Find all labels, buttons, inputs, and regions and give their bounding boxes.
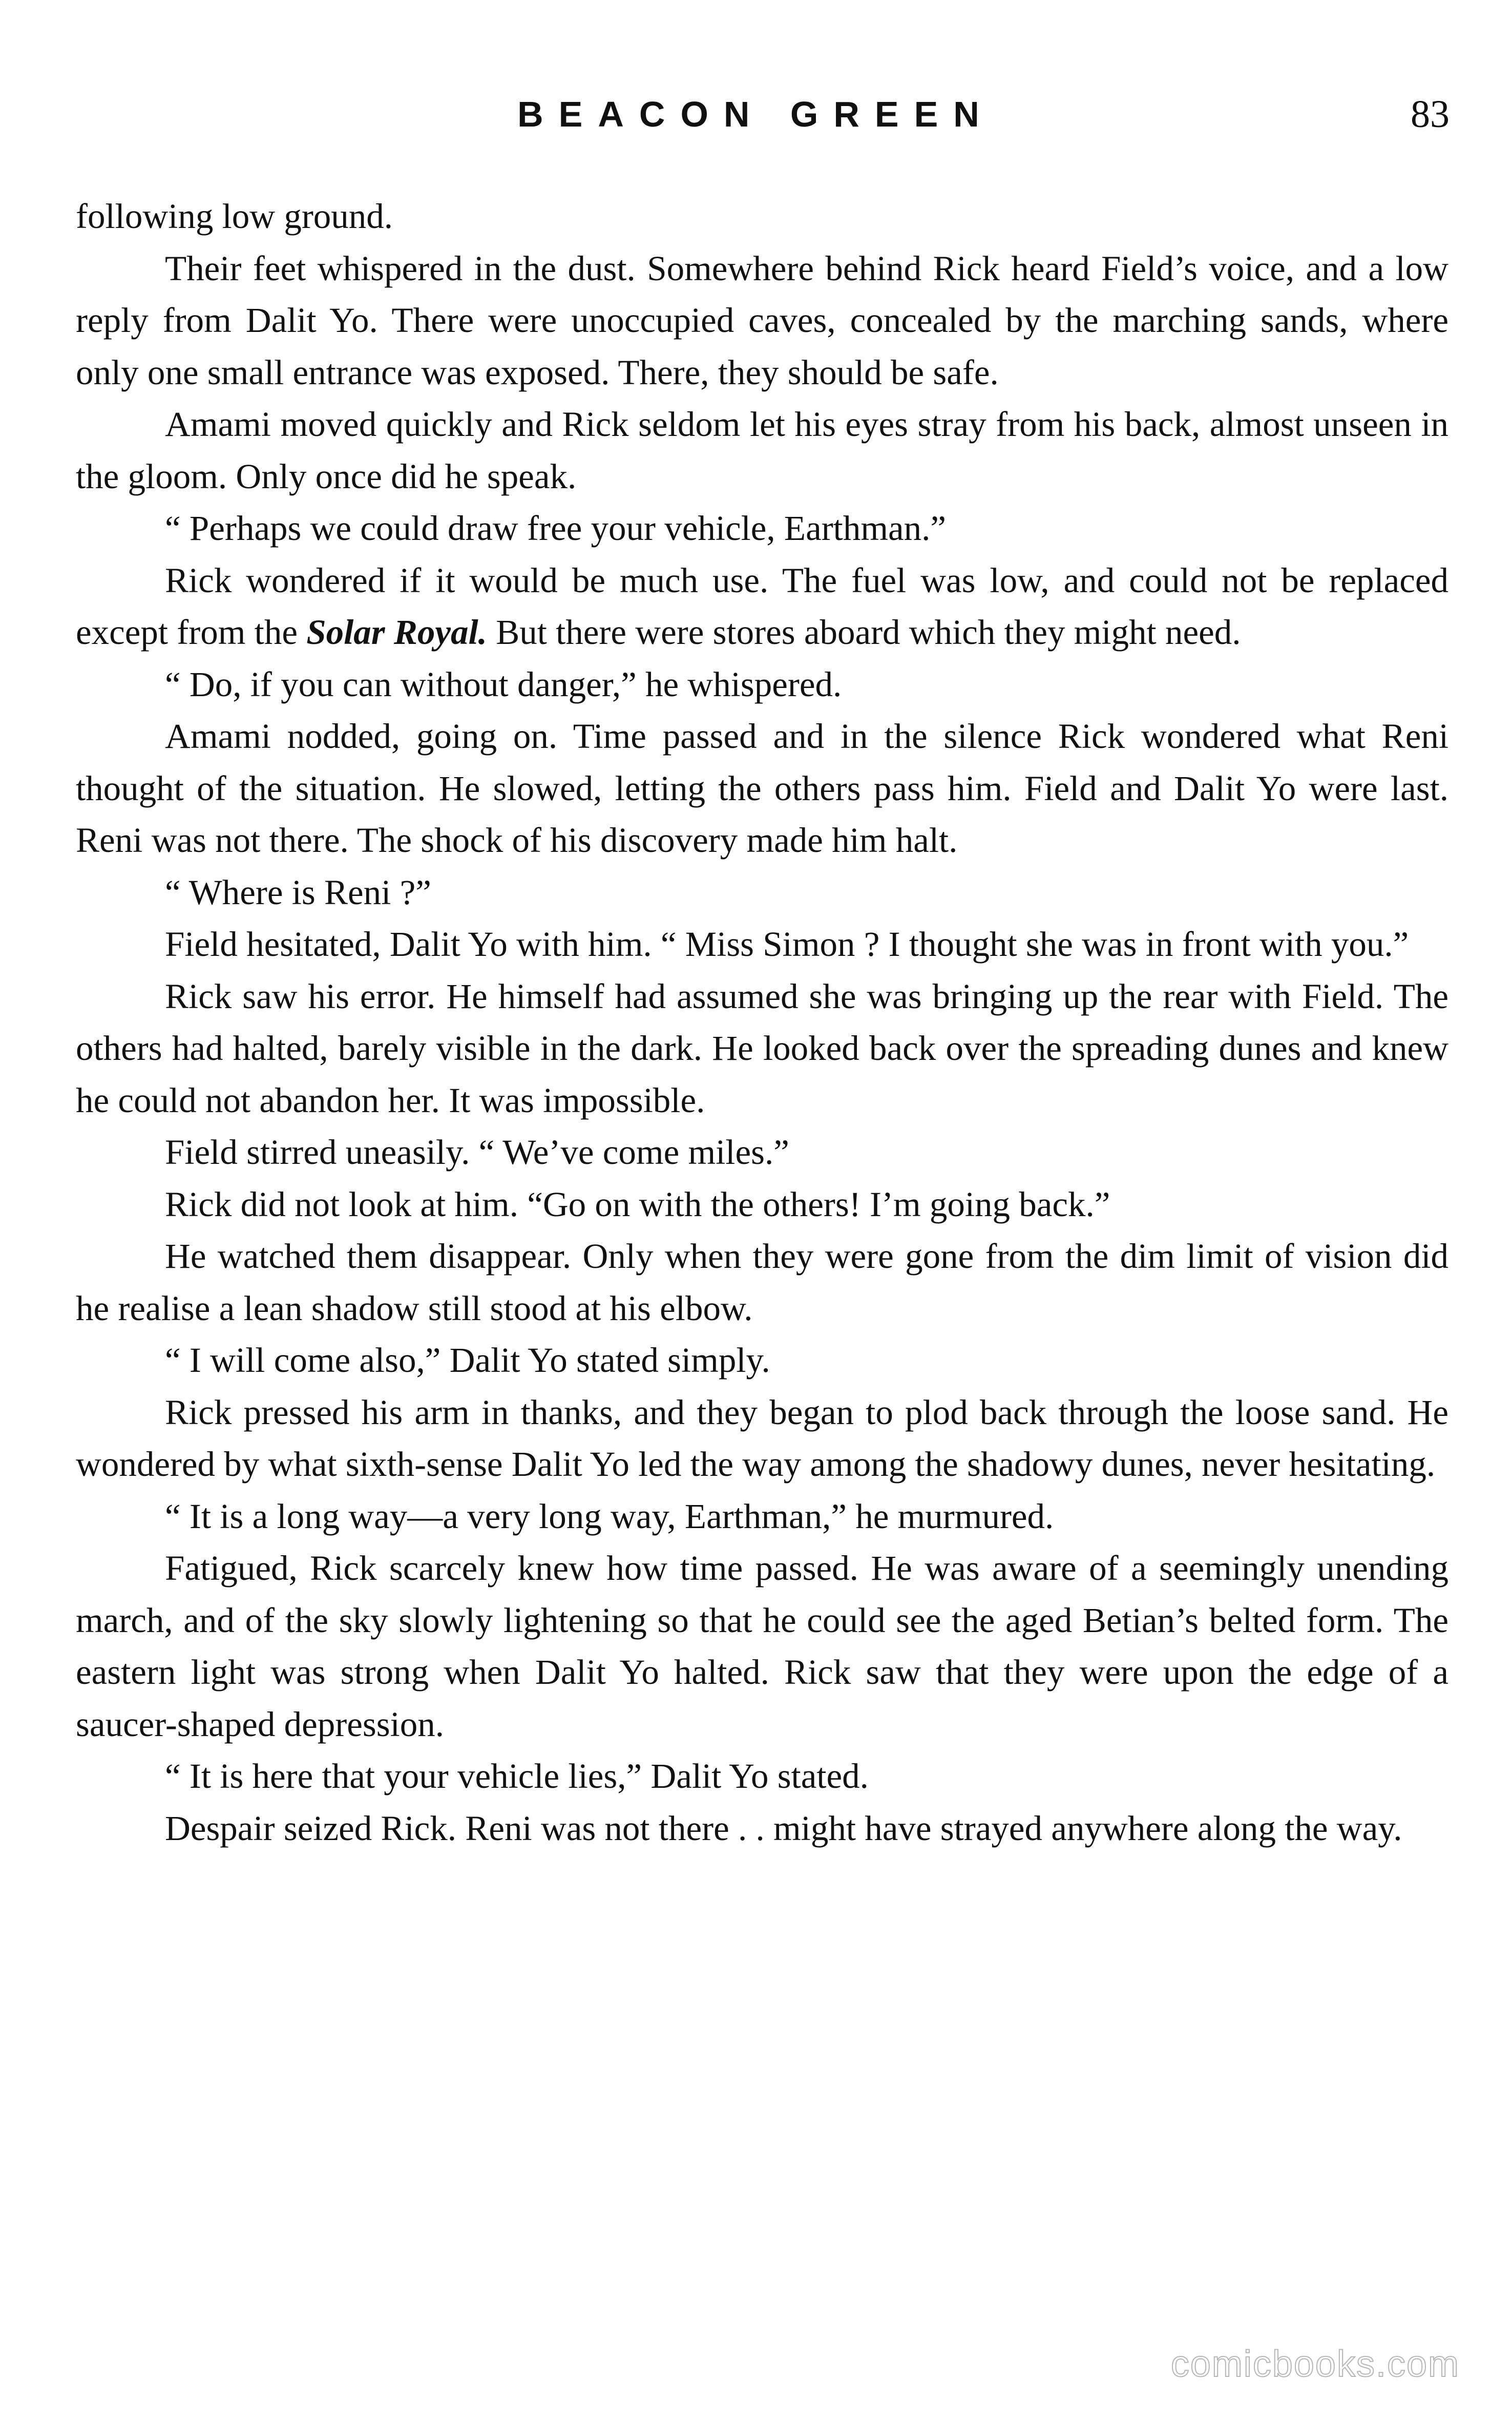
running-title: BEACON GREEN: [517, 94, 995, 134]
paragraph: Field hesitated, Dalit Yo with him. “ Miss Simon ? I thought she was in front with you.”: [165, 925, 1409, 964]
paragraph: “ Where is Reni ?”: [165, 872, 431, 912]
page-number: 83: [1411, 93, 1450, 136]
paragraph: “ Perhaps we could draw free your vehicle, Earthman.”: [165, 509, 947, 548]
paragraph: “ I will come also,” Dalit Yo stated simply.: [165, 1341, 770, 1380]
ship-name: Solar Royal.: [306, 613, 487, 652]
paragraph: “ It is here that your vehicle lies,” Dalit Yo stated.: [165, 1757, 869, 1795]
paragraph-text: But there were stores aboard which they might need.: [487, 613, 1241, 652]
paragraph: Rick did not look at him. “Go on with the others! I’m going back.”: [165, 1184, 1110, 1224]
paragraph: Field stirred uneasily. “ We’ve come miles.”: [165, 1133, 789, 1172]
paragraph: [76, 555, 1448, 659]
watermark: comicbooks.com: [1170, 2344, 1460, 2385]
paragraph: Rick pressed his arm in thanks, and they began to plod back through the loose sand. He wondered by what sixth-sense Dalit Yo led the way among the shadowy dunes, never hesitating.: [76, 1392, 1448, 1484]
paragraph: Their feet whispered in the dust. Somewhere behind Rick heard Field’s voice, and a low reply from Dalit Yo. There were unoccupied caves, concealed by the marching sands, where only one small entrance was exposed. There, they should be safe.: [76, 248, 1448, 392]
paragraph: Rick saw his error. He himself had assumed she was bringing up the rear with Field. The others had halted, barely visible in the dark. He looked back over the spreading dunes and knew he could not abandon her. It was impossible.: [76, 976, 1448, 1120]
paragraph: He watched them disappear. Only when they were gone from the dim limit of vision did he realise a lean shadow still stood at his elbow.: [76, 1237, 1448, 1328]
body-text: [76, 191, 1448, 1854]
paragraph-text: Rick wondered if it would be much use. The fuel was low, and could not be replaced except from the: [76, 560, 1448, 652]
paragraph: Amami nodded, going on. Time passed and in the silence Rick wondered what Reni thought of the situation. He slowed, letting the others pass him. Field and Dalit Yo were last. Reni was not there. The shock of his discovery made him halt.: [76, 717, 1448, 860]
paragraph: Despair seized Rick. Reni was not there . . might have strayed anywhere along the way.: [165, 1808, 1402, 1848]
paragraph: following low ground.: [76, 197, 393, 236]
paragraph: Amami moved quickly and Rick seldom let his eyes stray from his back, almost unseen in the gloom. Only once did he speak.: [76, 405, 1448, 496]
paragraph: “ Do, if you can without danger,” he whispered.: [165, 664, 842, 704]
paragraph: “ It is a long way—a very long way, Earthman,” he murmured.: [165, 1496, 1054, 1536]
paragraph: Fatigued, Rick scarcely knew how time passed. He was aware of a seemingly unending march, and of the sky slowly lightening so that he could see the aged Betian’s belted form. The eastern light was strong when Dalit Yo halted. Rick saw that they were upon the edge of a saucer-shaped depression.: [76, 1549, 1448, 1744]
